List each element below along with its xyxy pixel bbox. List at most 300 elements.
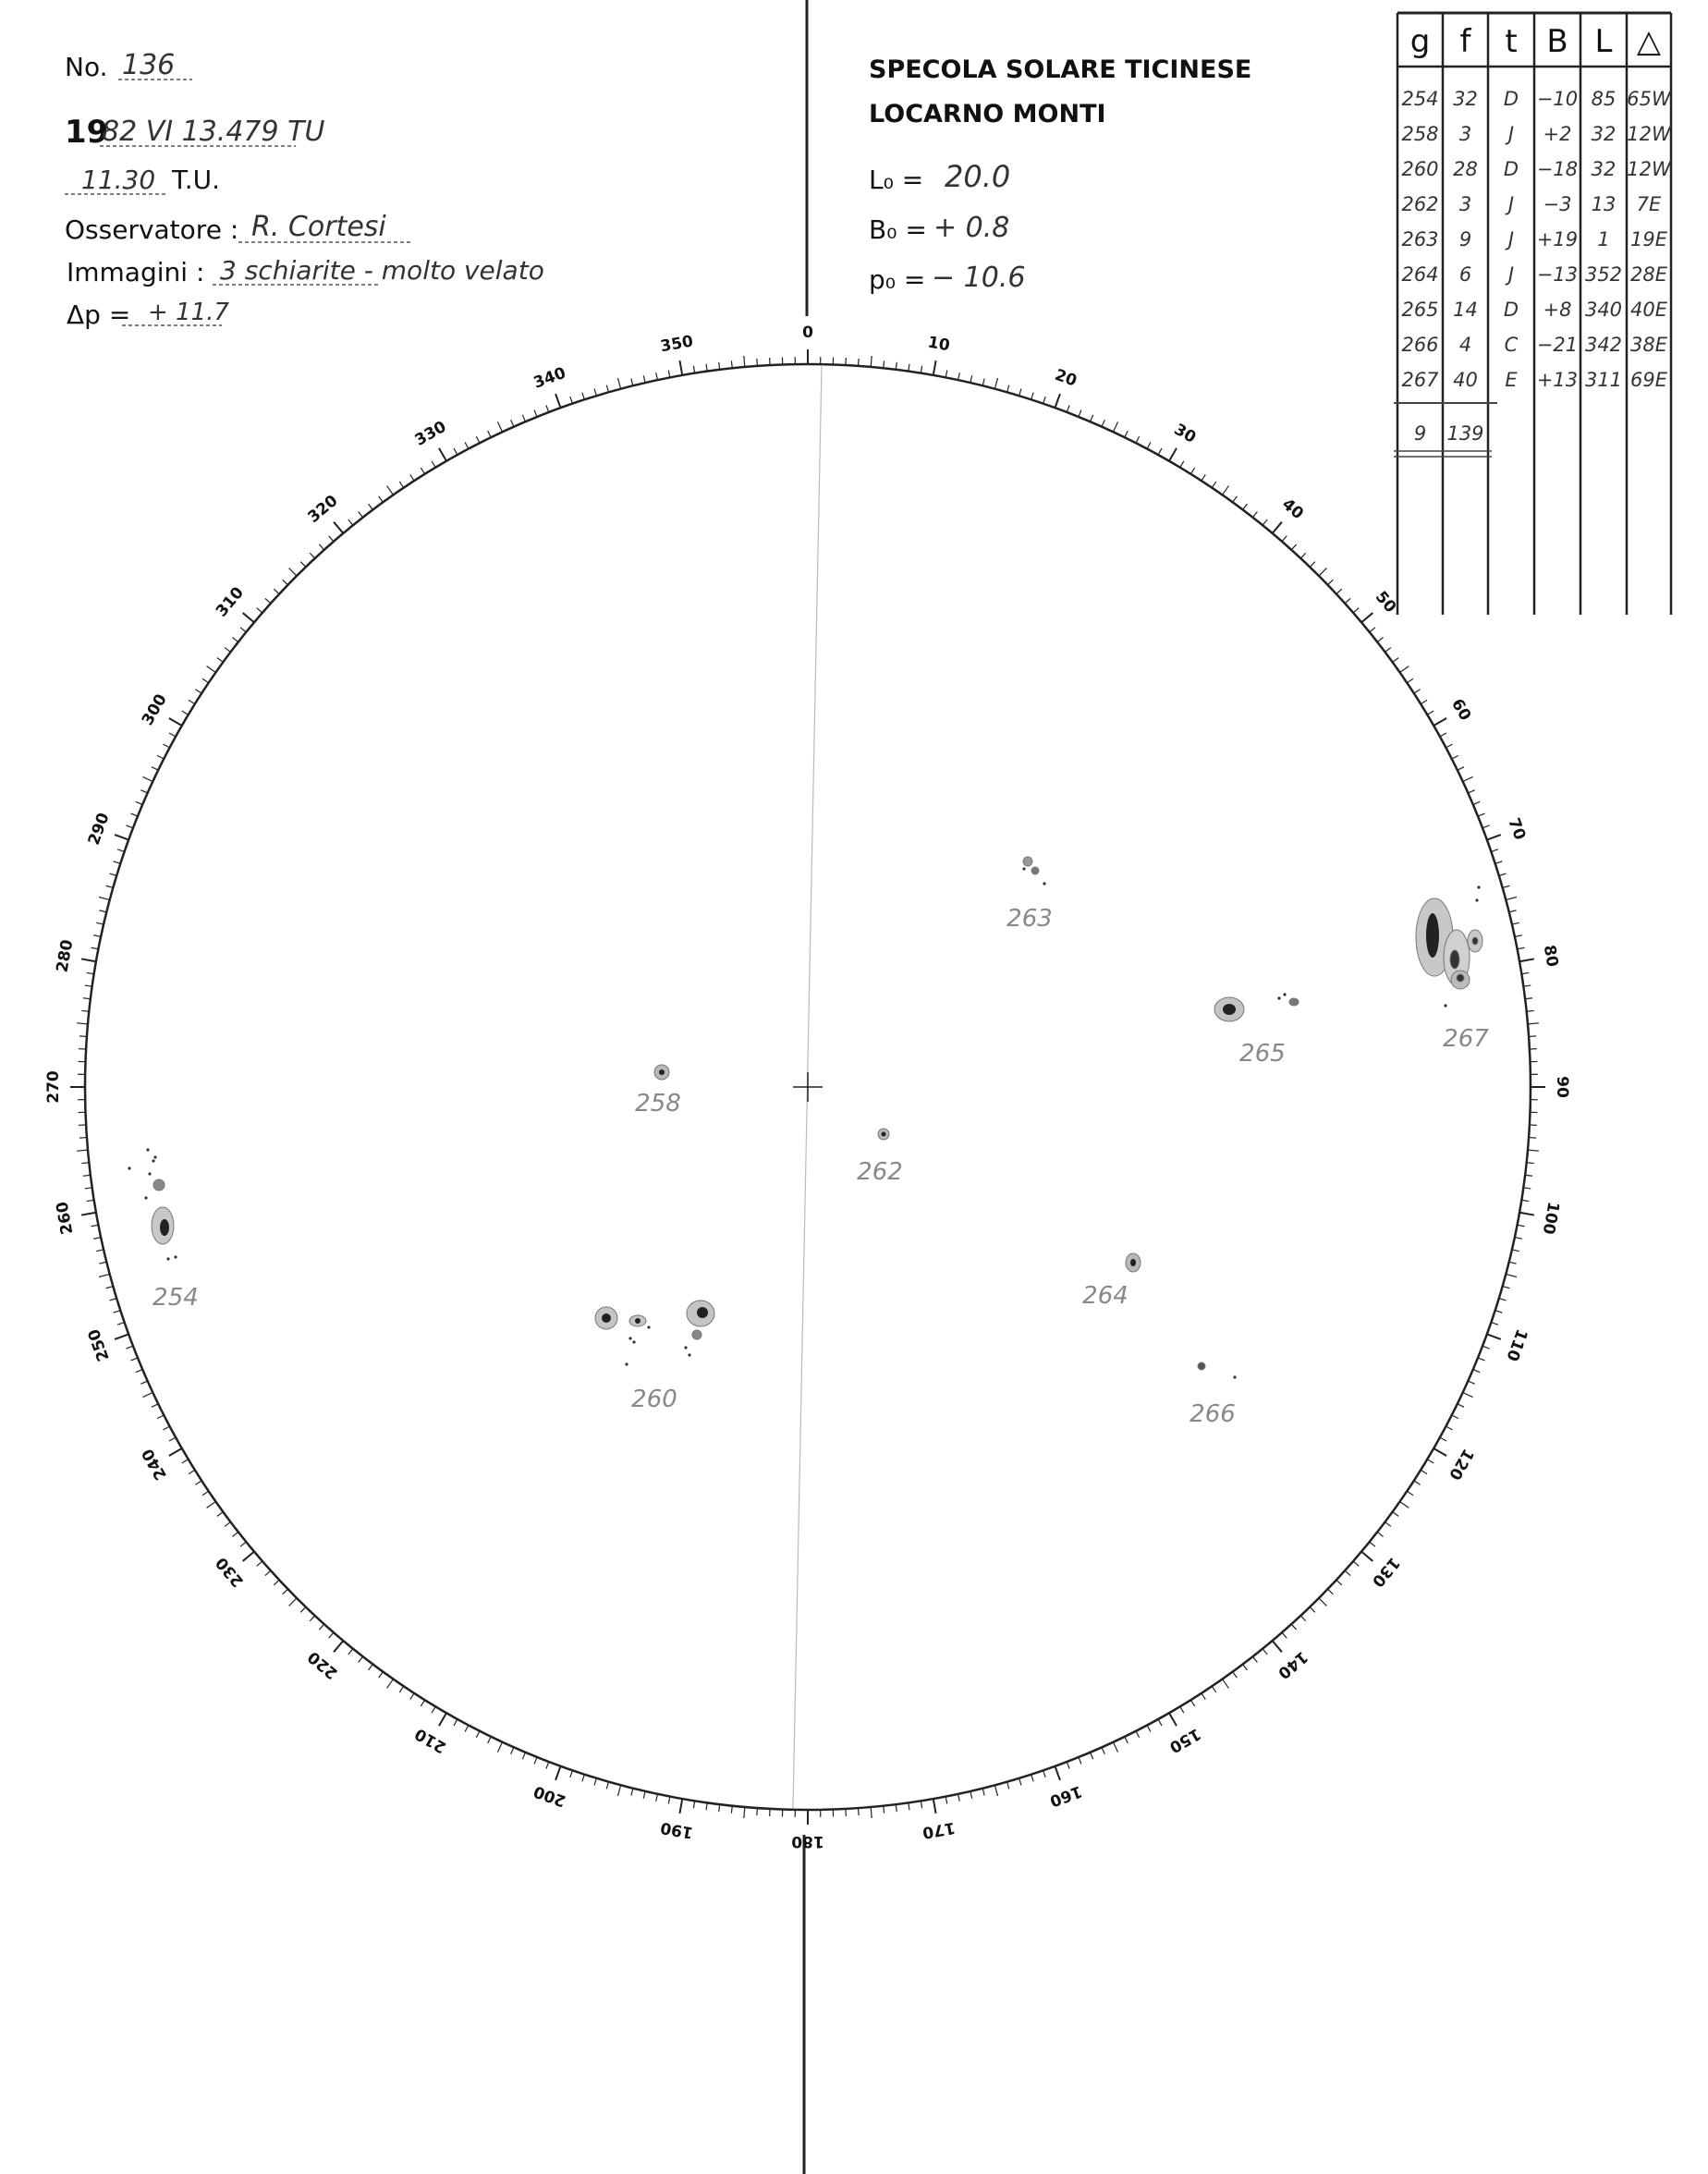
scale-tick: [421, 1700, 424, 1706]
table-cell: 69E: [1630, 369, 1667, 391]
scale-tick: [1113, 421, 1117, 432]
scale-tick: [1212, 482, 1215, 488]
scale-tick: [1446, 744, 1452, 748]
scale-tick: [1147, 1725, 1151, 1731]
table-cell: 340: [1584, 299, 1623, 321]
scale-tick: [465, 1725, 469, 1731]
scale-tick: [1393, 658, 1398, 663]
scale-tick: [693, 1801, 694, 1808]
scale-tick: [289, 568, 297, 576]
scale-tick: [240, 1542, 246, 1546]
sunspot: [1130, 1259, 1136, 1266]
table-header-cell: L: [1594, 23, 1613, 60]
scale-tick: [1487, 835, 1501, 839]
scale-tick: [1527, 1163, 1534, 1164]
scale-tick: [1407, 678, 1413, 682]
scale-tick: [1521, 1200, 1529, 1201]
pore: [174, 1255, 177, 1258]
scale-tick: [982, 1789, 984, 1796]
scale-tick: [1243, 504, 1248, 509]
b0-label: B₀ =: [869, 214, 927, 245]
scale-tick: [117, 1323, 125, 1325]
pore: [688, 1353, 690, 1356]
scale-tick: [1491, 849, 1498, 852]
sunspot: [635, 1318, 640, 1324]
sunspot: [882, 1132, 886, 1137]
scale-tick: [706, 364, 707, 372]
scale-tick: [1370, 628, 1375, 632]
scale-tick: [1506, 897, 1517, 899]
scale-tick: [1202, 474, 1205, 481]
scale-tick: [859, 1808, 860, 1815]
observer-label: Osservatore :: [65, 214, 239, 245]
scale-tick: [182, 1460, 189, 1463]
scale-tick: [859, 359, 860, 366]
pore: [1022, 867, 1025, 870]
scale-tick: [617, 1785, 620, 1796]
scale-tick: [265, 598, 271, 603]
scale-tick: [1328, 1589, 1334, 1594]
scale-tick: [319, 1624, 323, 1630]
scale-tick: [1007, 385, 1009, 393]
scale-tick: [1468, 790, 1474, 793]
scale-tick: [319, 544, 323, 550]
scale-tick: [933, 1799, 936, 1814]
solar-disk: [44, 324, 1571, 1850]
time-suffix: T.U.: [172, 165, 221, 195]
scale-tick: [93, 1238, 101, 1240]
table-cell: 19E: [1630, 228, 1667, 250]
table-cell: +2: [1543, 123, 1572, 145]
scale-tick-label: 180: [791, 1832, 824, 1850]
sunspot: [697, 1307, 708, 1318]
scale-tick: [643, 375, 645, 383]
table-cell: 9: [1458, 228, 1472, 250]
sunspot-group-263: [1006, 857, 1053, 933]
no-label: No.: [65, 52, 108, 82]
scale-tick: [1353, 608, 1359, 613]
scale-tick: [232, 638, 238, 642]
scale-tick: [1263, 519, 1267, 525]
scale-tick-label: 350: [659, 332, 695, 357]
scale-tick: [1518, 947, 1525, 949]
scale-tick: [1147, 442, 1151, 448]
scale-tick: [534, 1757, 537, 1764]
scale-tick: [546, 1762, 549, 1768]
scale-tick: [1079, 1757, 1081, 1764]
scale-tick: [115, 1334, 128, 1338]
sunspot-group-265: [1214, 993, 1299, 1068]
scale-tick: [369, 504, 373, 509]
scale-tick: [1310, 562, 1315, 568]
scale-tick: [643, 1791, 645, 1799]
scale-tick: [421, 468, 424, 474]
l0-value: 20.0: [945, 159, 1011, 194]
scale-tick: [1495, 861, 1503, 863]
scale-tick: [1202, 1693, 1205, 1700]
table-cell: 12W: [1627, 123, 1671, 145]
scale-tick-label: 0: [802, 324, 813, 342]
scale-tick: [163, 744, 169, 748]
scale-tick: [410, 1693, 414, 1700]
scale-tick: [476, 436, 480, 443]
scale-tick-label: 120: [1445, 1445, 1478, 1484]
table-cell: D: [1503, 299, 1519, 321]
scale-tick: [207, 1502, 216, 1508]
table-cell: +19: [1536, 228, 1579, 250]
scale-tick-label: 70: [1504, 815, 1530, 843]
scale-tick: [136, 801, 142, 804]
scale-tick: [488, 1737, 492, 1743]
sunspot: [1023, 857, 1032, 866]
scale-tick: [1055, 394, 1059, 408]
scale-tick: [1291, 1624, 1296, 1630]
scale-tick: [594, 1778, 596, 1786]
sunspot-group-254: [128, 1148, 198, 1312]
group-label: 260: [631, 1386, 677, 1413]
scale-tick: [1521, 972, 1529, 973]
scale-tick: [719, 362, 720, 370]
table-cell: 262: [1401, 193, 1439, 215]
table-cell: −18: [1536, 158, 1579, 180]
scale-tick: [142, 1392, 152, 1397]
scale-tick: [1291, 544, 1296, 550]
scale-tick-label: 200: [531, 1781, 569, 1811]
scale-tick: [511, 1747, 514, 1753]
group-label: 265: [1239, 1040, 1286, 1068]
scale-tick: [243, 1552, 254, 1561]
scale-tick: [1102, 1747, 1104, 1753]
table-cell: 65W: [1627, 88, 1671, 110]
scale-tick: [1478, 813, 1484, 816]
scale-tick: [1523, 1188, 1531, 1189]
dp-value: + 11.7: [148, 299, 229, 326]
table-cell: 311: [1584, 369, 1623, 391]
scale-tick: [96, 1250, 104, 1252]
scale-tick: [1158, 448, 1162, 455]
scale-tick: [1487, 1334, 1501, 1338]
b0-value: + 0.8: [933, 212, 1010, 244]
date-value: 82 VI 13.479 TU: [102, 116, 325, 148]
pore: [1444, 1004, 1446, 1007]
scale-tick: [1043, 1770, 1046, 1777]
scale-tick: [1125, 1737, 1128, 1743]
scale-tick-label: 250: [84, 1325, 114, 1364]
scale-tick: [439, 448, 446, 461]
scale-tick: [1328, 580, 1334, 585]
scale-tick: [93, 935, 101, 937]
scale-tick: [454, 1719, 458, 1726]
group-label: 266: [1190, 1400, 1236, 1428]
p0-value: − 10.6: [932, 262, 1026, 294]
scale-tick: [1528, 1023, 1539, 1024]
scale-tick: [594, 389, 596, 397]
scale-tick: [1458, 1404, 1464, 1408]
scale-tick: [1091, 1753, 1093, 1759]
scale-tick: [157, 1415, 164, 1419]
scale-tick-label: 220: [304, 1647, 342, 1683]
scale-tick: [225, 1522, 230, 1527]
scale-tick: [92, 1225, 99, 1227]
table-cell: 264: [1401, 263, 1439, 286]
scale-tick: [1361, 613, 1372, 622]
scale-tick: [1233, 496, 1238, 502]
scale-tick: [1528, 1150, 1539, 1151]
scale-tick: [719, 1804, 720, 1812]
table-cell: J: [1507, 228, 1515, 250]
pore: [144, 1196, 147, 1199]
scale-tick: [1361, 1552, 1372, 1561]
table-header-cell: f: [1459, 23, 1471, 60]
scale-tick: [110, 1299, 117, 1301]
scale-tick: [1345, 1570, 1350, 1575]
scale-tick: [1125, 431, 1128, 437]
year-prefix: 19: [65, 114, 109, 151]
table-cell: 6: [1458, 263, 1472, 286]
table-cell: 3: [1458, 123, 1472, 145]
scale-tick: [1385, 1522, 1391, 1527]
pore: [647, 1325, 650, 1328]
scale-tick: [96, 922, 104, 924]
table-cell: 32: [1591, 123, 1616, 145]
scale-tick: [1506, 1274, 1517, 1276]
scale-tick: [432, 1706, 435, 1713]
pore: [152, 1159, 154, 1162]
scale-tick: [439, 1713, 446, 1726]
scale-tick: [1055, 1766, 1059, 1780]
scale-tick: [1091, 415, 1093, 421]
scale-tick: [454, 448, 458, 455]
group-label: 263: [1006, 905, 1053, 933]
scale-tick: [1446, 1426, 1452, 1430]
images-value: 3 schiarite - molto velato: [220, 255, 544, 286]
scale-tick: [310, 1616, 314, 1621]
table-cell: C: [1504, 334, 1519, 356]
scale-tick: [257, 608, 262, 613]
sunspot-group-258: [635, 1065, 681, 1118]
scale-tick: [140, 1381, 147, 1384]
table-cell: J: [1507, 193, 1515, 215]
scale-tick-label: 10: [926, 333, 952, 356]
scale-tick-label: 30: [1170, 420, 1200, 447]
scale-tick-label: 90: [1553, 1076, 1571, 1098]
sunspot: [160, 1219, 169, 1236]
scale-tick: [465, 442, 469, 448]
scale-tick: [1427, 1460, 1434, 1463]
scale-tick: [1393, 1512, 1398, 1517]
scale-tick: [1440, 733, 1446, 737]
scale-tick: [1273, 522, 1282, 533]
scale-tick: [1233, 1672, 1238, 1678]
scale-tick: [1525, 998, 1532, 999]
scale-tick: [1180, 461, 1184, 468]
table-cell: E: [1505, 369, 1518, 391]
scale-tick: [157, 755, 164, 759]
scale-tick: [1377, 1532, 1383, 1536]
scale-tick: [283, 1589, 288, 1594]
scale-tick: [1463, 776, 1473, 781]
scale-tick: [582, 393, 584, 400]
scale-tick: [182, 711, 189, 714]
scale-tick: [106, 885, 114, 887]
observer-value: R. Cortesi: [251, 211, 386, 243]
scale-tick: [1136, 436, 1140, 443]
observatory-location: LOCARNO MONTI: [869, 100, 1106, 128]
scale-tick: [1499, 1299, 1507, 1301]
scale-tick: [329, 1632, 334, 1638]
dp-label: Δp =: [67, 299, 131, 330]
scale-tick: [1400, 1502, 1409, 1508]
observatory-block: [869, 55, 1251, 295]
scale-tick: [1463, 1392, 1473, 1397]
table-cell: −3: [1543, 193, 1572, 215]
sunspot-group-264: [1082, 1253, 1141, 1310]
scale-tick: [1440, 1437, 1446, 1441]
scale-tick: [243, 613, 254, 622]
scale-tick: [399, 482, 403, 488]
table-cell: 260: [1401, 158, 1439, 180]
scale-tick: [1407, 1491, 1413, 1495]
scale-tick: [1527, 1010, 1534, 1011]
table-cell: 12W: [1627, 158, 1671, 180]
scale-tick: [1427, 711, 1434, 714]
scale-tick: [1319, 568, 1326, 576]
table-header-cell: B: [1546, 23, 1568, 60]
scale-tick: [1370, 1542, 1375, 1546]
scale-tick: [1252, 1656, 1257, 1662]
scale-tick: [140, 790, 147, 793]
table-total-groups: 9: [1413, 422, 1427, 445]
table-header-cell: △: [1636, 23, 1662, 60]
scale-tick: [85, 1188, 92, 1189]
scale-tick: [497, 1742, 502, 1753]
scale-tick: [152, 1404, 158, 1408]
sunspot: [1031, 867, 1039, 874]
scale-tick: [300, 1607, 306, 1613]
scale-tick-label: 270: [44, 1070, 63, 1104]
scale-tick: [1169, 448, 1177, 461]
scale-tick: [1263, 1649, 1267, 1655]
scale-tick: [114, 1311, 121, 1313]
scale-tick: [1473, 801, 1480, 804]
scale-tick: [117, 849, 125, 852]
scale-tick: [534, 410, 537, 417]
scale-tick: [202, 678, 209, 682]
table-cell: 85: [1591, 88, 1616, 110]
scale-tick: [1478, 1358, 1484, 1361]
scale-tick: [631, 378, 633, 385]
sunspot: [1472, 937, 1478, 945]
scale-tick: [1273, 1641, 1282, 1652]
observatory-name: SPECOLA SOLARE TICINESE: [869, 55, 1252, 84]
scale-tick: [334, 522, 343, 533]
scale-tick: [81, 959, 96, 961]
scale-tick: [189, 700, 195, 703]
table-cell: 267: [1401, 369, 1439, 391]
pore: [166, 1257, 169, 1260]
scale-tick: [933, 360, 936, 375]
scale-tick: [359, 1656, 363, 1662]
scale-tick: [744, 356, 745, 367]
scale-tick-label: 20: [1052, 365, 1080, 391]
p0-label: p₀ =: [869, 264, 926, 295]
scale-tick: [1495, 1311, 1503, 1313]
scale-tick: [85, 985, 92, 986]
scale-tick: [1400, 666, 1409, 673]
scale-tick: [1113, 1742, 1117, 1753]
sunspot-group-267: [1416, 885, 1489, 1053]
scale-tick-label: 320: [304, 491, 342, 527]
scale-tick: [1353, 1561, 1359, 1566]
scale-tick: [207, 666, 216, 673]
scale-tick: [1079, 410, 1081, 417]
scale-tick-label: 290: [84, 810, 114, 849]
scale-tick: [982, 378, 984, 385]
scale-tick: [81, 1213, 96, 1215]
scale-tick: [1067, 405, 1069, 411]
table-cell: 254: [1401, 88, 1439, 110]
scale-tick: [1190, 468, 1194, 474]
scale-tick: [348, 519, 353, 525]
scale-tick: [142, 776, 152, 781]
scale-tick: [87, 1200, 94, 1201]
scale-tick: [488, 431, 492, 437]
scale-tick: [668, 371, 670, 378]
scale-tick-label: 330: [411, 417, 450, 450]
scale-tick: [1509, 910, 1517, 912]
sunspot-group-table: [1394, 13, 1672, 615]
scale-tick: [1515, 1238, 1522, 1240]
scale-tick-label: 130: [1368, 1553, 1404, 1591]
scale-tick: [169, 1448, 182, 1456]
scale-tick: [731, 1806, 732, 1814]
scale-tick: [110, 873, 117, 875]
scale-tick-label: 50: [1371, 587, 1400, 617]
table-cell: D: [1503, 158, 1519, 180]
scale-tick: [1515, 935, 1522, 937]
table-cell: 40: [1453, 369, 1478, 391]
scale-tick: [1031, 1775, 1033, 1782]
scale-tick: [994, 378, 997, 389]
scale-tick: [871, 1807, 872, 1818]
scale-tick: [1319, 1598, 1326, 1606]
time-value: 11.30: [81, 165, 156, 195]
table-cell: −13: [1536, 263, 1579, 286]
sunspot: [659, 1069, 665, 1075]
scale-tick: [348, 1649, 353, 1655]
scale-tick: [1243, 1665, 1248, 1670]
table-cell: 28: [1453, 158, 1478, 180]
header-block: [65, 49, 544, 330]
pore: [684, 1346, 687, 1349]
scale-tick: [83, 998, 91, 999]
scale-tick: [555, 394, 560, 408]
scale-tick: [1482, 825, 1489, 828]
scale-tick: [1190, 1700, 1194, 1706]
table-cell: 4: [1458, 334, 1472, 356]
group-label: 258: [635, 1090, 681, 1118]
scale-tick: [217, 1512, 223, 1517]
scale-tick: [1336, 589, 1342, 593]
table-cell: +13: [1536, 369, 1579, 391]
scale-tick: [99, 910, 106, 912]
scale-tick: [115, 835, 128, 839]
table-cell: 14: [1453, 299, 1478, 321]
scale-tick: [1169, 1713, 1177, 1726]
scale-tick: [1529, 1138, 1536, 1139]
pore: [632, 1340, 635, 1343]
scale-tick: [871, 356, 872, 367]
